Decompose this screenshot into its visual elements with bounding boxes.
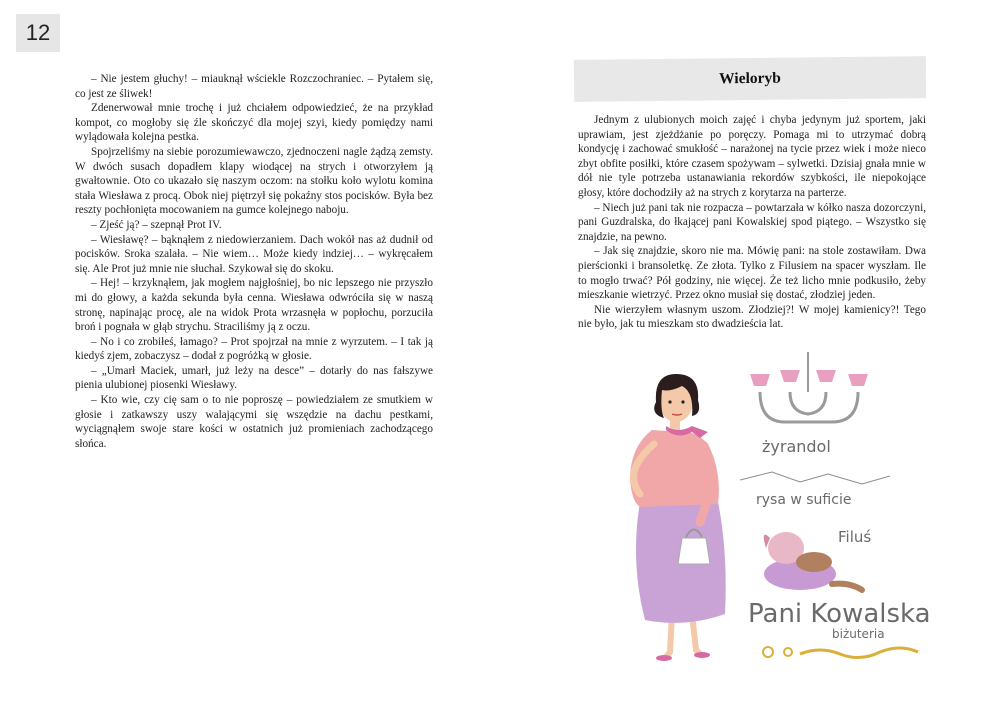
paragraph: – No i co zrobiłeś, łamago? – Prot spojrzał na mnie z wyrzutem. – I tak ją kiedyś zjem, zobaczysz – dodał z pogróżką w głosie. xyxy=(75,335,433,363)
illustration xyxy=(600,352,940,682)
chandelier-drawing xyxy=(750,352,868,456)
label-jewelry: biżuteria xyxy=(832,627,885,641)
paragraph: Zdenerwował mnie trochę i już chciałem odpowiedzieć, że na przykład kompot, co mogłoby się źle skończyć dla mojej szyi, kiedy pomiędzy nami wylądowała kolejna pestka. xyxy=(75,102,433,144)
paragraph: Jednym z ulubionych moich zajęć i chyba jedynym już sportem, jaki uprawiam, jest zjeżdżanie po poręczy. Pomaga mi to utrzymać dobrą kondycję i zachować smukłość – narażonej na tycie przez wiek i może nieco zbyt obfite posiłki, które czasem spożywam – sylwetki. Dzisiaj gnała mnie w dół nie tyle potrzeba ustanawiania rekordów szybkości, ile niepokojące głosy, które dochodziły aż na strych z korytarza na parterze. xyxy=(578,114,926,199)
paragraph: – Hej! – krzyknąłem, jak mogłem najgłośniej, bo nic lepszego nie przyszło mi do głowy, a każda sekunda była cenna. Wiesława odwróciła się w naszą stronę, napinając procę, ale na widok Prota wrzasnęła w popłochu, porzuciła broń i pognała w głąb strychu. Straciliśmy ją z oczu. xyxy=(75,277,433,334)
label-chandelier: żyrandol xyxy=(762,437,831,456)
label-woman: Pani Kowalska xyxy=(748,599,931,629)
paragraph: Spojrzeliśmy na siebie porozumiewawczo, zjednoczeni nagle żądzą zemsty. W dwóch susach dopadłem klapy wiodącej na strych i otworzyłem ją gwałtownie. Oto co ukazało się naszym oczom: na stołku koło wylotu komina stała Wiesława z procą. Obok niej piętrzył się pokaźny stos pocisków. Była bez reszty pochłonięta mocowaniem na gumce kolejnego naboju. xyxy=(75,145,433,217)
paragraph: Nie wierzyłem własnym uszom. Złodziej?! W mojej kamienicy?! Tego nie było, jak tu mieszkam sto dwadzieścia lat. xyxy=(578,303,926,331)
paragraph: – Wiesławę? – bąknąłem z niedowierzaniem. Dach wokół nas aż dudnił od pocisków. Sroka szalała. – Nie wiem… Może kiedy indziej… – wykręcałem się. Ale Prot już mnie nie słuchał. Szykował się do skoku. xyxy=(75,233,433,275)
paragraph: – „Umarł Maciek, umarł, już leży na desce” – dotarły do nas fałszywe pienia ulubionej piosenki Wiesławy. xyxy=(75,364,433,392)
paragraph: – Niech już pani tak nie rozpacza – powtarzała w kółko nasza dozorczyni, pani Guzdralska, do łkającej pani Kowalskiej spod piątego. – Wszystko się znajdzie, na pewno. xyxy=(578,201,926,243)
label-crack: rysa w suficie xyxy=(756,492,852,508)
left-text-column xyxy=(75,72,433,451)
paragraph: – Nie jestem głuchy! – miauknął wściekle Rozczochraniec. – Pytałem się, co jest ze śliwek! xyxy=(75,73,433,100)
label-dog: Filuś xyxy=(838,528,872,546)
jewelry-drawing xyxy=(763,647,918,658)
crack-drawing xyxy=(740,472,890,508)
paragraph: – Zjeść ją? – szepnął Prot IV. xyxy=(91,218,222,231)
right-text-column xyxy=(578,113,926,332)
page-number: 12 xyxy=(16,14,60,52)
paragraph: – Jak się znajdzie, skoro nie ma. Mówię pani: na stole zostawiłam. Dwa pierścionki i bransoletkę. Ze złota. Tylko z Filusiem na spacer wyszłam. Ile to mogło trwać? Pół godziny, nie więcej. Że też licho mnie podkusiło, żeby mieszkanie wietrzyć. Przez okno musiał się dostać, złodziej jeden. xyxy=(578,245,926,302)
paragraph: – Kto wie, czy cię sam o to nie poproszę – powiedziałem ze smutkiem w głosie i zatkawszy uszy walającymi się wszędzie na dachu pestkami, wyciągnąłem swoje stare kości w ostatnich już promieniach zachodzącego słońca. xyxy=(75,394,433,450)
dog-drawing xyxy=(764,528,872,590)
chapter-title-band xyxy=(574,56,926,102)
chapter-title: Wieloryb xyxy=(719,69,781,88)
woman-figure xyxy=(630,374,726,661)
